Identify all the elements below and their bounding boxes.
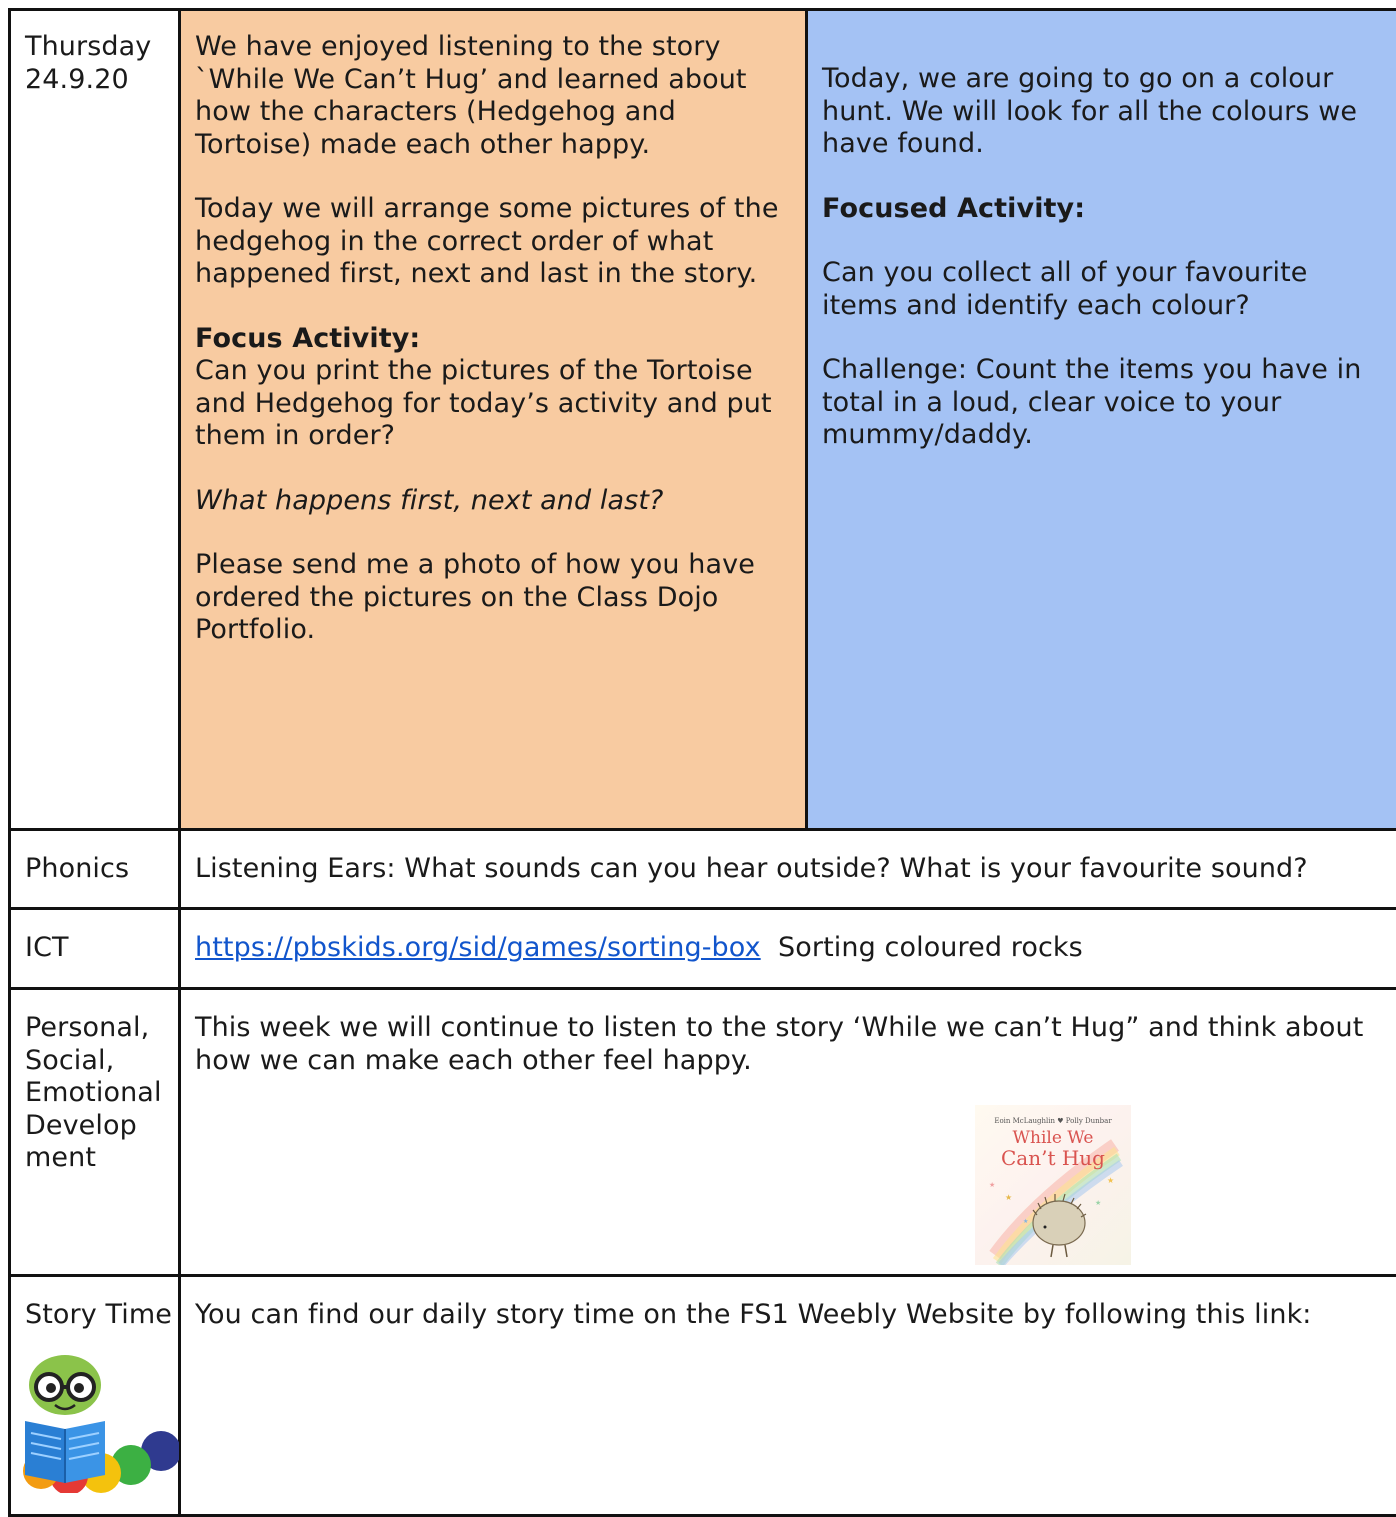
book-title-line-2: Can’t Hug (975, 1148, 1131, 1168)
send-photo-text: Please send me a photo of how you have ordered the pictures on the Class Dojo Portfolio. (195, 549, 791, 647)
psed-label-line-5: ment (25, 1142, 178, 1175)
ict-row (10, 909, 1396, 989)
book-authors: Eoin McLaughlin ♥ Polly Dunbar (975, 1117, 1131, 1125)
ict-line (195, 932, 1390, 965)
psed-label-line-2: Social, (25, 1045, 178, 1078)
svg-text:★: ★ (1095, 1199, 1101, 1207)
sequence-question: What happens first, next and last? (195, 485, 791, 518)
svg-text:★: ★ (989, 1181, 995, 1189)
while-we-cant-hug-book-cover (975, 1105, 1131, 1265)
day-date: 24.9.20 (25, 64, 178, 97)
focused-activity-heading: Focused Activity: (822, 193, 1390, 226)
challenge-text: Challenge: Count the items you have in total in a loud, clear voice to your mummy/daddy. (822, 354, 1390, 452)
phonics-row (10, 830, 1396, 909)
day-name: Thursday (25, 31, 178, 64)
book-title-line-1: While We (975, 1128, 1131, 1148)
phonics-label: Phonics (25, 853, 178, 886)
reading-caterpillar-icon (21, 1333, 179, 1493)
focus-activity-heading: Focus Activity: (195, 323, 791, 356)
story-time-row (10, 1276, 1396, 1516)
pbskids-sorting-box-link[interactable]: https://pbskids.org/sid/games/sorting-box (195, 932, 761, 963)
weekly-plan-table (8, 8, 1396, 1517)
psed-text: This week we will continue to listen to the story ‘While we can’t Hug” and think about how we can make each other feel happy. (195, 1012, 1390, 1077)
phonics-text: Listening Ears: What sounds can you hear outside? What is your favourite sound? (195, 853, 1390, 886)
svg-text:★: ★ (1023, 1218, 1028, 1225)
story-time-content-cell (180, 1276, 1396, 1516)
psed-label-line-1: Personal, (25, 1012, 178, 1045)
psed-content-cell (180, 989, 1396, 1276)
literacy-cell (180, 10, 807, 830)
ict-label-cell (10, 909, 180, 989)
svg-text:★: ★ (1005, 1193, 1012, 1202)
story-time-label: Story Time (25, 1299, 178, 1332)
psed-label-line-3: Emotional (25, 1077, 178, 1110)
thursday-row (10, 10, 1396, 830)
psed-label-cell (10, 989, 180, 1276)
ict-label: ICT (25, 932, 178, 965)
phonics-content-cell (180, 830, 1396, 909)
maths-cell (807, 10, 1396, 830)
focus-activity-text: Can you print the pictures of the Tortoise and Hedgehog for today’s activity and put them in order? (195, 355, 791, 453)
literacy-task: Today we will arrange some pictures of the hedgehog in the correct order of what happened first, next and last in the story. (195, 193, 791, 291)
literacy-intro: We have enjoyed listening to the story `While We Can’t Hug’ and learned about how the characters (Hedgehog and Tortoise) made each other happy. (195, 31, 791, 161)
psed-row (10, 989, 1396, 1276)
maths-intro: Today, we are going to go on a colour hunt. We will look for all the colours we have found. (822, 63, 1390, 161)
story-time-text: You can find our daily story time on the FS1 Weebly Website by following this link: (195, 1299, 1390, 1332)
day-label-cell (10, 10, 180, 830)
focused-activity-text: Can you collect all of your favourite items and identify each colour? (822, 257, 1390, 322)
psed-label-line-4: Develop (25, 1110, 178, 1143)
caterpillar-art (21, 1333, 179, 1493)
ict-content-cell (180, 909, 1396, 989)
ict-description: Sorting coloured rocks (778, 932, 1083, 963)
svg-text:★: ★ (1107, 1176, 1114, 1185)
phonics-label-cell (10, 830, 180, 909)
